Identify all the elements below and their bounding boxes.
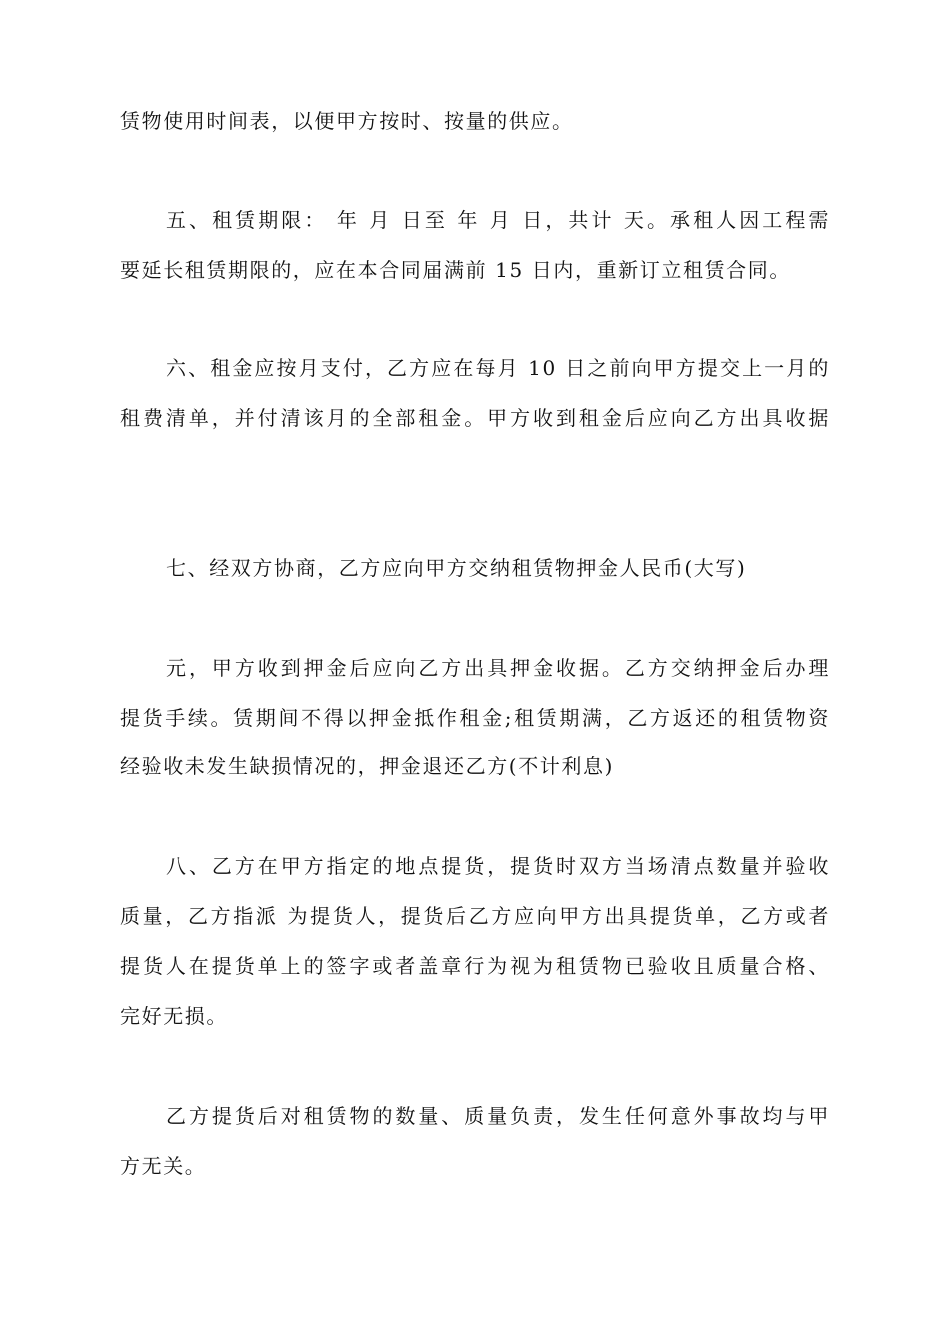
paragraph-line: 七、经双方协商，乙方应向甲方交纳租赁物押金人民币(大写) xyxy=(166,556,747,580)
paragraph-line: 乙方提货后对租赁物的数量、质量负责，发生任何意外事故均与甲 xyxy=(166,1104,830,1128)
paragraph-line: 六、租金应按月支付，乙方应在每月 10 日之前向甲方提交上一月的 xyxy=(166,356,830,380)
paragraph-line: 八、乙方在甲方指定的地点提货，提货时双方当场清点数量并验收 xyxy=(166,854,830,878)
paragraph-line: 方无关。 xyxy=(120,1154,207,1178)
paragraph-line: 赁物使用时间表，以便甲方按时、按量的供应。 xyxy=(120,109,574,133)
paragraph-line: 质量，乙方指派 为提货人，提货后乙方应向甲方出具提货单，乙方或者 xyxy=(120,904,830,928)
paragraph-line: 租费清单，并付清该月的全部租金。甲方收到租金后应向乙方出具收据 xyxy=(120,406,830,430)
paragraph-line: 要延长租赁期限的，应在本合同届满前 15 日内，重新订立租赁合同。 xyxy=(120,258,791,282)
paragraph-line: 提货人在提货单上的签字或者盖章行为视为租赁物已验收且质量合格、 xyxy=(120,954,830,978)
paragraph-line: 元，甲方收到押金后应向乙方出具押金收据。乙方交纳押金后办理 xyxy=(166,656,830,680)
paragraph-line: 完好无损。 xyxy=(120,1004,228,1028)
paragraph-line: 经验收未发生缺损情况的，押金退还乙方(不计利息) xyxy=(120,754,615,778)
paragraph-line: 五、租赁期限： 年 月 日至 年 月 日，共计 天。承租人因工程需 xyxy=(166,208,830,232)
paragraph-line: 提货手续。赁期间不得以押金抵作租金;租赁期满，乙方返还的租赁物资 xyxy=(120,706,830,730)
